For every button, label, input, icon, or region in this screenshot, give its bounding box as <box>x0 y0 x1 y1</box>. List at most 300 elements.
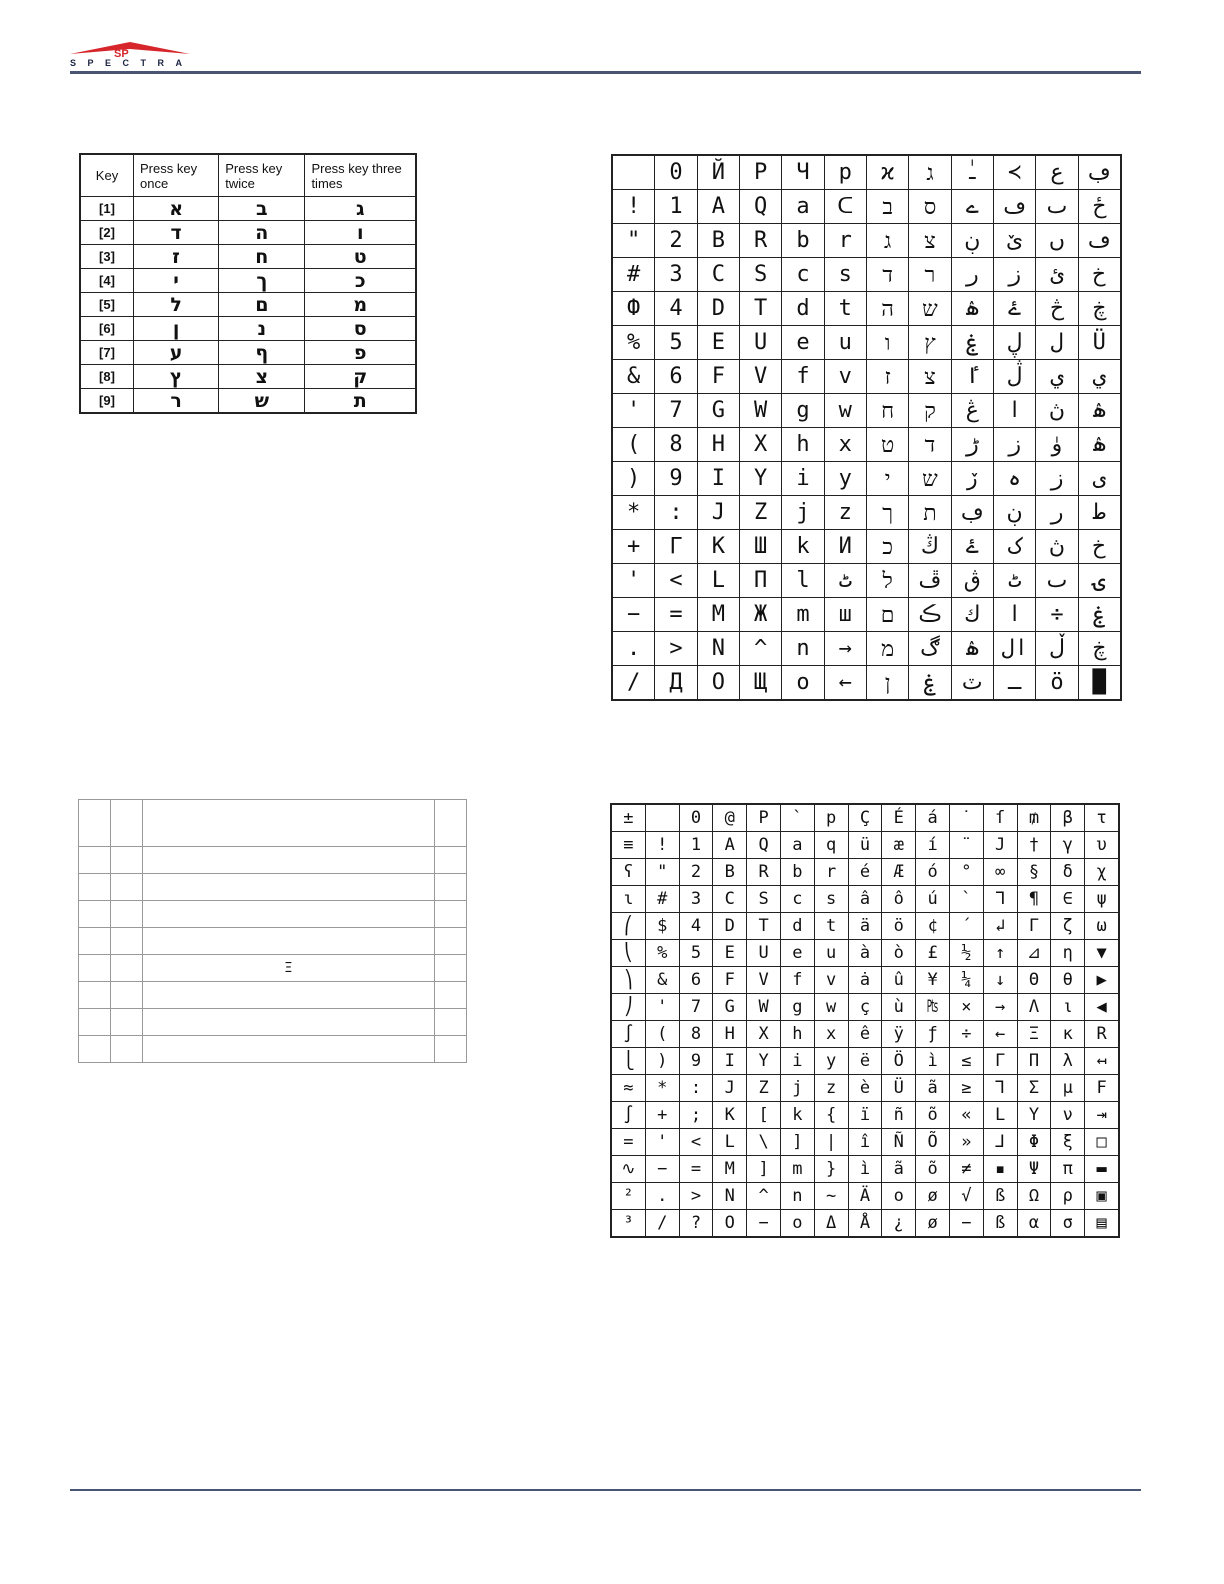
char-cell: n <box>780 1183 814 1210</box>
char-cell: ù <box>882 994 916 1021</box>
char-cell: ل <box>1036 326 1078 360</box>
char-cell: ∫ <box>611 1102 645 1129</box>
char-cell: Ч <box>782 155 824 190</box>
char-cell: Q <box>739 190 781 224</box>
char-cell: § <box>1017 859 1051 886</box>
hebrew-letter: ק <box>305 365 416 389</box>
char-cell: λ <box>1051 1048 1085 1075</box>
char-cell: ז <box>866 360 908 394</box>
char-cell: ◀ <box>1085 994 1119 1021</box>
hebrew-letter: כ <box>305 269 416 293</box>
char-cell: Æ <box>882 859 916 886</box>
char-cell: P <box>739 155 781 190</box>
char-cell: ì <box>916 1048 950 1075</box>
char-cell: Й <box>697 155 739 190</box>
char-cell: ڹ <box>993 496 1035 530</box>
char-cell: ۼ <box>1078 598 1121 632</box>
char-cell: خ <box>1078 530 1121 564</box>
char-grid-2-row <box>611 832 1119 859</box>
hebrew-table-row <box>80 365 416 389</box>
hebrew-table-row <box>80 389 416 414</box>
char-cell: ≺ <box>993 155 1035 190</box>
hebrew-table-row <box>80 269 416 293</box>
char-cell: ڽ <box>1036 394 1078 428</box>
char-cell: ξ <box>1051 1129 1085 1156</box>
char-cell: ∞ <box>983 859 1017 886</box>
char-cell: ד <box>866 258 908 292</box>
char-cell: ½ <box>949 940 983 967</box>
char-cell: a <box>782 190 824 224</box>
char-cell: ∫ <box>611 1021 645 1048</box>
char-cell: 4 <box>679 913 713 940</box>
char-cell: ¼ <box>949 967 983 994</box>
char-grid-2-row <box>611 804 1119 832</box>
char-cell: # <box>612 258 655 292</box>
table-cell <box>435 982 467 1009</box>
char-cell: o <box>782 666 824 701</box>
char-cell: p <box>824 155 866 190</box>
char-grid-1-row <box>612 530 1121 564</box>
char-cell: ز <box>993 428 1035 462</box>
char-grid-1-row <box>612 360 1121 394</box>
hebrew-letter: י <box>134 269 219 293</box>
char-cell: ל <box>866 564 908 598</box>
char-cell: θ <box>1051 967 1085 994</box>
char-cell: − <box>949 1210 983 1238</box>
char-cell: s <box>814 886 848 913</box>
char-cell: . <box>612 632 655 666</box>
char-grid-1-row <box>612 292 1121 326</box>
key-label: [8] <box>80 365 134 389</box>
char-cell: í <box>916 832 950 859</box>
char-cell: 3 <box>655 258 697 292</box>
char-cell: a <box>780 832 814 859</box>
char-cell: ← <box>824 666 866 701</box>
char-cell: υ <box>1085 832 1119 859</box>
char-cell: Π <box>1017 1048 1051 1075</box>
spectra-logo-word: SPECTRA <box>70 58 194 68</box>
char-cell: ۼ <box>951 326 993 360</box>
char-cell: ڨ <box>951 564 993 598</box>
char-cell: 7 <box>679 994 713 1021</box>
char-cell: צ <box>909 360 951 394</box>
key-label: [3] <box>80 245 134 269</box>
char-cell: ψ <box>1085 886 1119 913</box>
char-cell: ▶ <box>1085 967 1119 994</box>
table-cell <box>110 874 142 901</box>
char-grid-1-row <box>612 632 1121 666</box>
char-cell: y <box>814 1048 848 1075</box>
char-cell: ה <box>866 292 908 326</box>
char-cell: ر <box>951 258 993 292</box>
char-cell: ز <box>1036 462 1078 496</box>
hebrew-letter: ן <box>134 317 219 341</box>
hebrew-letter: צ <box>219 365 305 389</box>
char-cell: g <box>780 994 814 1021</box>
char-cell: ۿ <box>951 632 993 666</box>
char-cell: ᒣ <box>983 886 1017 913</box>
char-cell: g <box>782 394 824 428</box>
char-cell: ÷ <box>1036 598 1078 632</box>
char-grid-1-row <box>612 394 1121 428</box>
char-cell: h <box>782 428 824 462</box>
empty-table-row <box>79 1009 467 1036</box>
char-cell: ڰ <box>909 632 951 666</box>
char-cell: o <box>780 1210 814 1238</box>
char-cell: Ñ <box>882 1129 916 1156</box>
char-cell: Υ <box>1017 1102 1051 1129</box>
char-cell: ר <box>909 258 951 292</box>
char-cell: ) <box>612 462 655 496</box>
char-cell: ם <box>866 598 908 632</box>
char-grid-2-row <box>611 994 1119 1021</box>
char-cell: √ <box>949 1183 983 1210</box>
empty-table-row <box>79 982 467 1009</box>
char-grid-2-row <box>611 1021 1119 1048</box>
char-cell: I <box>713 1048 747 1075</box>
char-cell: õ <box>916 1156 950 1183</box>
char-cell: 4 <box>655 292 697 326</box>
char-cell: ɩ <box>611 886 645 913</box>
char-cell: ¿ <box>882 1210 916 1238</box>
table-cell <box>142 874 435 901</box>
char-cell: B <box>697 224 739 258</box>
hebrew-table-row <box>80 341 416 365</box>
char-cell: ال <box>993 632 1035 666</box>
table-cell <box>142 901 435 928</box>
char-cell: כ <box>866 530 908 564</box>
char-cell: æ <box>882 832 916 859</box>
char-cell: 8 <box>655 428 697 462</box>
char-cell: ^ <box>747 1183 781 1210</box>
char-cell: 7 <box>655 394 697 428</box>
hebrew-table-row <box>80 293 416 317</box>
char-cell: m <box>780 1156 814 1183</box>
char-cell: L <box>983 1102 1017 1129</box>
hebrew-letter: ש <box>219 389 305 414</box>
char-grid-1-row <box>612 155 1121 190</box>
char-cell: ٮ <box>1036 190 1078 224</box>
char-cell: ڒ <box>951 462 993 496</box>
char-cell: ځ <box>1078 190 1121 224</box>
char-cell: Θ <box>1017 967 1051 994</box>
char-cell: é <box>848 859 882 886</box>
char-cell: ⎩ <box>611 1048 645 1075</box>
char-cell: ^ <box>739 632 781 666</box>
table-cell <box>142 1009 435 1036</box>
char-cell: + <box>612 530 655 564</box>
table-cell <box>142 800 435 847</box>
char-cell: % <box>612 326 655 360</box>
char-cell: ш <box>824 598 866 632</box>
char-cell: Ш <box>739 530 781 564</box>
char-cell: ڹ <box>951 224 993 258</box>
char-cell: ( <box>612 428 655 462</box>
char-cell: v <box>814 967 848 994</box>
hebrew-letter: ך <box>219 269 305 293</box>
table-cell <box>79 847 111 874</box>
char-cell: 0 <box>655 155 697 190</box>
hebrew-table-row <box>80 317 416 341</box>
hebrew-table-row <box>80 221 416 245</box>
char-cell: F <box>1085 1075 1119 1102</box>
char-cell: ÿ <box>882 1021 916 1048</box>
char-cell: E <box>713 940 747 967</box>
footer-rule <box>70 1489 1141 1491</box>
char-cell: = <box>611 1129 645 1156</box>
char-cell: − <box>612 598 655 632</box>
char-cell: ( <box>645 1021 679 1048</box>
table-cell <box>79 874 111 901</box>
table-cell <box>79 1036 111 1063</box>
char-cell: X <box>739 428 781 462</box>
key-label: [5] <box>80 293 134 317</box>
char-cell: ے <box>951 190 993 224</box>
char-cell: ڑ <box>951 428 993 462</box>
char-cell: p <box>814 804 848 832</box>
char-cell: ۼ <box>909 666 951 701</box>
char-cell: 1 <box>679 832 713 859</box>
char-cell: : <box>679 1075 713 1102</box>
char-cell: U <box>747 940 781 967</box>
char-cell: ÷ <box>949 1021 983 1048</box>
char-cell: ט <box>866 428 908 462</box>
char-cell: ó <box>916 859 950 886</box>
char-grid-2-row <box>611 1156 1119 1183</box>
hebrew-letter: ר <box>134 389 219 414</box>
char-cell: ] <box>747 1156 781 1183</box>
char-cell: S <box>739 258 781 292</box>
char-cell: D <box>713 913 747 940</box>
char-cell: R <box>1085 1021 1119 1048</box>
char-cell: " <box>645 859 679 886</box>
char-cell: U <box>739 326 781 360</box>
char-cell: ۿ <box>1078 428 1121 462</box>
char-cell: ⎠ <box>611 994 645 1021</box>
char-cell: ₥ <box>1017 804 1051 832</box>
char-cell: ³ <box>611 1210 645 1238</box>
table-cell <box>79 901 111 928</box>
char-cell: . <box>645 1183 679 1210</box>
char-cell: b <box>780 859 814 886</box>
char-cell <box>645 804 679 832</box>
char-cell: ϰ <box>866 155 908 190</box>
char-cell: « <box>949 1102 983 1129</box>
char-cell: ¢ <box>916 913 950 940</box>
char-cell: J <box>697 496 739 530</box>
char-cell: ° <box>949 859 983 886</box>
char-cell: ڢ <box>1078 155 1121 190</box>
char-cell: ڦ <box>909 564 951 598</box>
char-cell: ∿ <box>611 1156 645 1183</box>
char-cell: ø <box>916 1183 950 1210</box>
char-cell: R <box>739 224 781 258</box>
char-cell: γ <box>1051 832 1085 859</box>
table-cell <box>110 955 142 982</box>
header-three-times: Press key three times <box>305 154 416 197</box>
char-cell: ¶ <box>1017 886 1051 913</box>
char-cell: ` <box>949 886 983 913</box>
char-cell: ي <box>1036 360 1078 394</box>
empty-table-row <box>79 1036 467 1063</box>
char-cell: Õ <box>916 1129 950 1156</box>
char-cell: μ <box>1051 1075 1085 1102</box>
table-cell <box>435 1036 467 1063</box>
char-cell: 5 <box>679 940 713 967</box>
header-once: Press key once <box>134 154 219 197</box>
char-cell: ٹ <box>993 564 1035 598</box>
char-cell: H <box>697 428 739 462</box>
char-cell: d <box>780 913 814 940</box>
char-cell: õ <box>916 1102 950 1129</box>
char-cell: ۓ <box>951 530 993 564</box>
char-cell: + <box>645 1102 679 1129</box>
char-cell: ڢ <box>951 496 993 530</box>
char-cell: ڵ <box>1036 632 1078 666</box>
char-grid-2-row <box>611 1183 1119 1210</box>
char-cell: = <box>679 1156 713 1183</box>
hebrew-letter: ג <box>305 197 416 221</box>
key-label: [6] <box>80 317 134 341</box>
char-cell: ▪ <box>983 1156 1017 1183</box>
char-cell: z <box>824 496 866 530</box>
char-cell: # <box>645 886 679 913</box>
char-cell: Ψ <box>1017 1156 1051 1183</box>
char-cell: Д <box>655 666 697 701</box>
char-cell: − <box>747 1210 781 1238</box>
char-cell: ω <box>1085 913 1119 940</box>
char-grid-2-row <box>611 1075 1119 1102</box>
table-cell <box>435 1009 467 1036</box>
char-cell: r <box>824 224 866 258</box>
char-cell: Δ <box>814 1210 848 1238</box>
char-cell: ú <box>916 886 950 913</box>
char-cell: Ü <box>1078 326 1121 360</box>
key-label: [9] <box>80 389 134 414</box>
char-cell: û <box>882 967 916 994</box>
hebrew-letter: ו <box>305 221 416 245</box>
table-cell <box>435 928 467 955</box>
table-cell <box>435 901 467 928</box>
char-cell: ⅂ <box>983 1075 1017 1102</box>
char-cell: ڠ <box>951 394 993 428</box>
char-cell: à <box>848 940 882 967</box>
char-cell: Y <box>747 1048 781 1075</box>
char-cell: ! <box>612 190 655 224</box>
char-cell: ێ <box>993 224 1035 258</box>
char-cell: 2 <box>655 224 697 258</box>
char-cell: ↓ <box>983 967 1017 994</box>
char-cell: J <box>983 832 1017 859</box>
char-cell: | <box>814 1129 848 1156</box>
char-cell: ڪ <box>909 598 951 632</box>
hebrew-letter: א <box>134 197 219 221</box>
char-cell: ] <box>780 1129 814 1156</box>
char-cell: η <box>1051 940 1085 967</box>
hebrew-letter: ד <box>134 221 219 245</box>
char-cell: ا <box>993 598 1035 632</box>
char-cell: ڷ <box>993 360 1035 394</box>
hebrew-letter: ט <box>305 245 416 269</box>
char-cell: £ <box>916 940 950 967</box>
char-cell: â <box>848 886 882 913</box>
char-cell: Ж <box>739 598 781 632</box>
char-cell: d <box>782 292 824 326</box>
char-cell: χ <box>1085 859 1119 886</box>
table-cell <box>110 1036 142 1063</box>
hebrew-table-row <box>80 245 416 269</box>
hebrew-letter: ל <box>134 293 219 317</box>
char-cell: ڿ <box>1078 632 1121 666</box>
char-cell: » <box>949 1129 983 1156</box>
char-cell: † <box>1017 832 1051 859</box>
char-cell: ڸ <box>993 326 1035 360</box>
table-cell <box>142 847 435 874</box>
char-cell: ך <box>866 496 908 530</box>
char-cell: z <box>814 1075 848 1102</box>
char-cell: X <box>747 1021 781 1048</box>
char-cell: ' <box>645 994 679 1021</box>
table-cell <box>110 847 142 874</box>
char-cell: П <box>739 564 781 598</box>
char-cell: ˙ <box>949 804 983 832</box>
char-cell: × <box>949 994 983 1021</box>
char-cell: L <box>713 1129 747 1156</box>
char-cell: ² <box>611 1183 645 1210</box>
char-cell: α <box>1017 1210 1051 1238</box>
char-cell: ڡ <box>993 190 1035 224</box>
char-cell: ⇥ <box>1085 1102 1119 1129</box>
key-label: [4] <box>80 269 134 293</box>
table-cell <box>142 1036 435 1063</box>
char-cell: w <box>824 394 866 428</box>
hebrew-letter: ז <box>134 245 219 269</box>
char-cell: Ω <box>1017 1183 1051 1210</box>
char-cell: ـ <box>993 666 1035 701</box>
char-cell: π <box>1051 1156 1085 1183</box>
char-grid-1-row <box>612 462 1121 496</box>
char-cell: 6 <box>679 967 713 994</box>
char-cell: s <box>824 258 866 292</box>
char-cell: T <box>747 913 781 940</box>
hebrew-letter: ע <box>134 341 219 365</box>
char-cell: \ <box>747 1129 781 1156</box>
char-cell: A <box>713 832 747 859</box>
char-cell: 2 <box>679 859 713 886</box>
char-cell: f <box>780 967 814 994</box>
char-cell: ≈ <box>611 1075 645 1102</box>
char-cell: ں <box>1036 224 1078 258</box>
char-cell: Σ <box>1017 1075 1051 1102</box>
char-cell: ک <box>993 530 1035 564</box>
char-cell: [ <box>747 1102 781 1129</box>
char-cell: j <box>780 1075 814 1102</box>
char-cell: i <box>782 462 824 496</box>
char-cell: ´ <box>949 913 983 940</box>
char-cell: ↲ <box>983 913 1017 940</box>
char-cell: v <box>824 360 866 394</box>
char-cell: * <box>645 1075 679 1102</box>
char-cell: c <box>780 886 814 913</box>
char-cell: ۿ <box>1078 394 1121 428</box>
char-cell: 6 <box>655 360 697 394</box>
char-cell: { <box>814 1102 848 1129</box>
char-cell: & <box>612 360 655 394</box>
hebrew-letter: ה <box>219 221 305 245</box>
char-cell: $ <box>645 913 679 940</box>
char-cell: ا <box>993 394 1035 428</box>
character-grid-2 <box>610 803 1120 1238</box>
